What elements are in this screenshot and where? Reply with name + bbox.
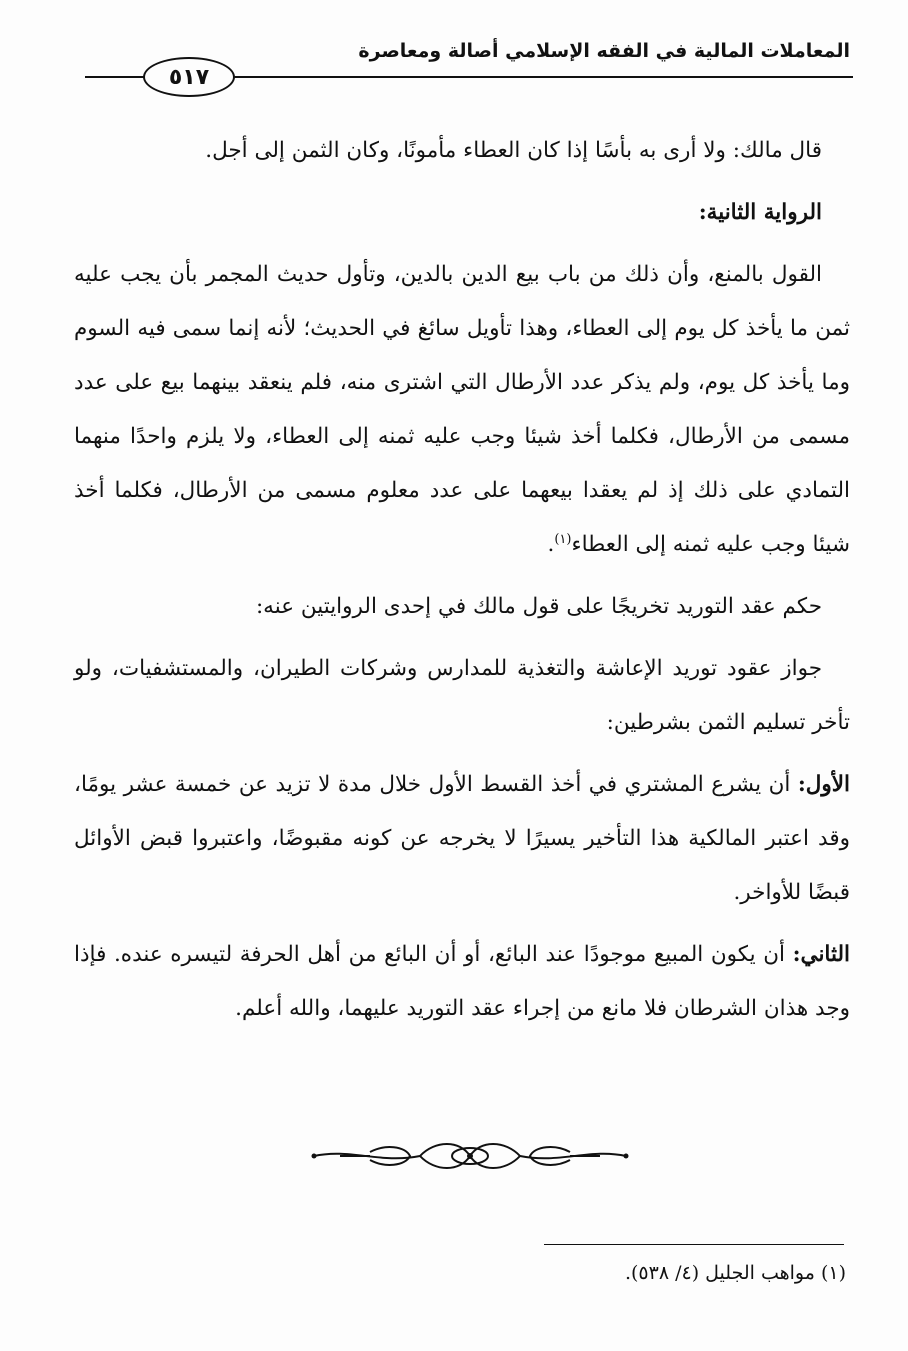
footnote-reference: (١) (554, 531, 572, 547)
second-condition-text: أن يكون المبيع موجودًا عند البائع، أو أن البائع من أهل الحرفة لتيسره عنده. فإذا وجد هذان الشرطان فلا مانع من إجراء عقد التوريد عليهما، والله أعلم. (74, 942, 850, 1021)
main-text (74, 124, 850, 1044)
paragraph-prohibition-text: القول بالمنع، وأن ذلك من باب بيع الدين بالدين، وتأول حديث المجمر بأن يجب عليه ثمن ما يأخذ كل يوم إلى العطاء، وهذا تأويل سائغ في الحديث؛ لأنه إنما سمى فيه السوم وما يأخذ كل يوم، ولم يذكر عدد الأرطال التي اشترى منه، فلم ينعقد بينهما بيع على عدد مسمى من الأرطال، فكلما أخذ شيئا وجب عليه ثمنه إلى العطاء، ولا يلزم واحدًا منهما التمادي على ذلك إذ لم يعقدا بيعهما على عدد معلوم مسمى من الأرطال، فكلما أخذ شيئا وجب عليه ثمنه إلى العطاء (74, 262, 850, 557)
page-number: ٥١٧ (143, 57, 235, 97)
paragraph-first-condition (74, 758, 850, 920)
footnote-text: مواهب الجليل (٤/ ٥٣٨). (624, 1262, 815, 1284)
paragraph-prohibition-end: . (547, 532, 555, 557)
decorative-ornament (310, 1134, 630, 1178)
first-condition-text: أن يشرع المشتري في أخذ القسط الأول خلال مدة لا تزيد عن خمسة عشر يومًا، وقد اعتبر المالكية هذا التأخير يسيرًا لا يخرجه عن كونه مقبوضًا، واعتبروا قبض الأوائل قبضًا للأواخر. (74, 772, 850, 905)
paragraph-malik-quote: قال مالك: ولا أرى به بأسًا إذا كان العطاء مأمونًا، وكان الثمن إلى أجل. (205, 138, 822, 163)
section-heading-second-narration: الرواية الثانية: (698, 200, 822, 225)
second-condition-label: الثاني: (792, 942, 850, 967)
first-condition-label: الأول: (797, 772, 850, 797)
footnote-number: (١) (820, 1262, 846, 1284)
footnote-divider (544, 1244, 844, 1245)
running-header-title: المعاملات المالية في الفقه الإسلامي أصالة ومعاصرة (358, 40, 850, 62)
paragraph-second-condition (74, 928, 850, 1036)
paragraph-permissibility: جواز عقود توريد الإعاشة والتغذية للمدارس وشركات الطيران، والمستشفيات، ولو تأخر تسليم الثمن بشرطين: (74, 656, 850, 735)
paragraph-prohibition (74, 248, 850, 572)
footnote-1 (625, 1262, 846, 1284)
paragraph-ruling-heading: حكم عقد التوريد تخريجًا على قول مالك في إحدى الروايتين عنه: (255, 594, 822, 619)
